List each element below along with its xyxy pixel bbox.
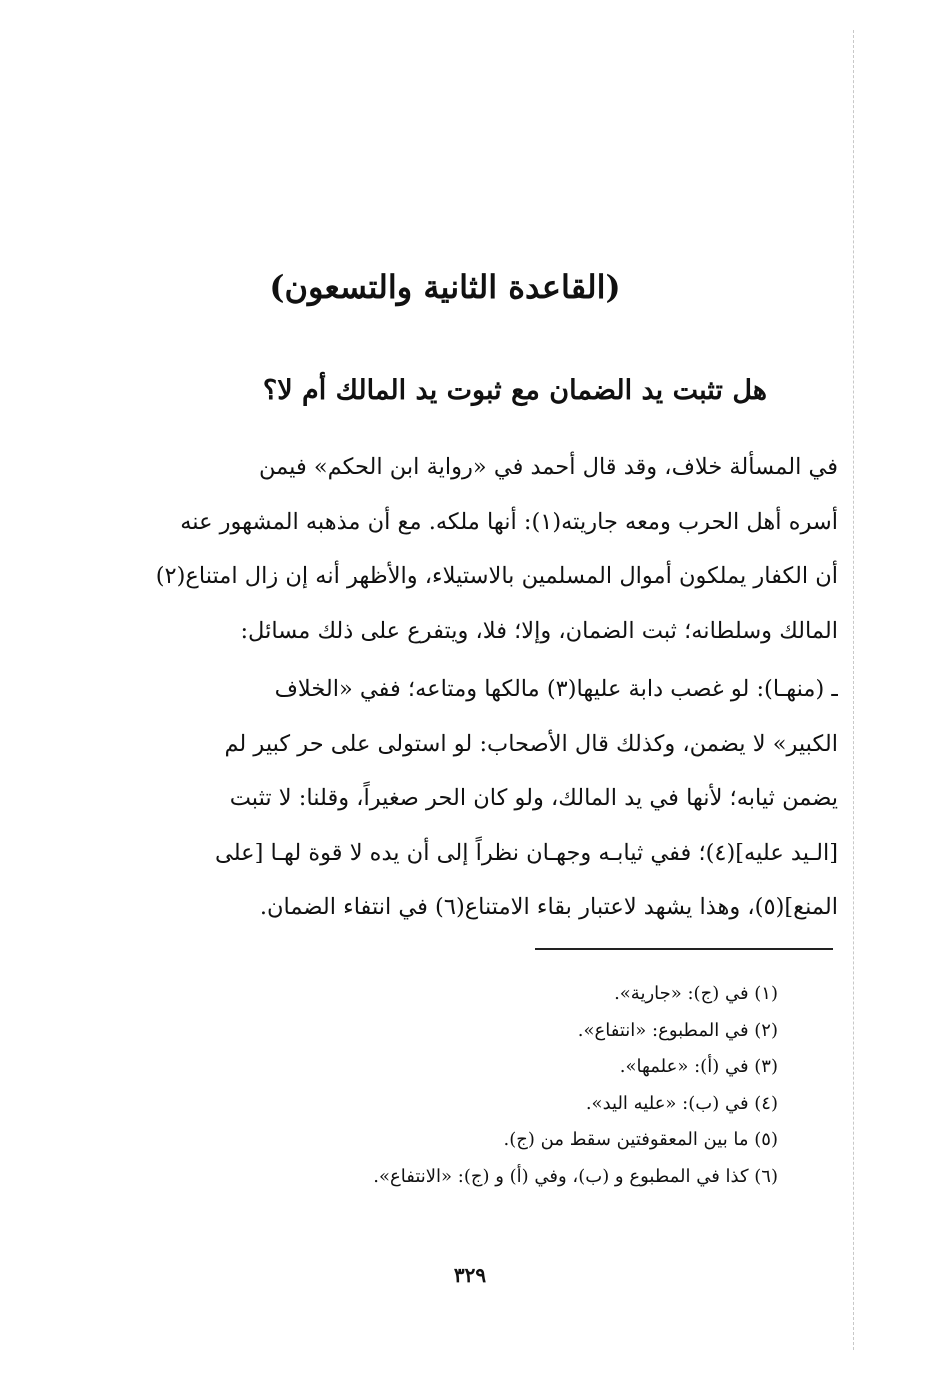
footnote: (٢) في المطبوع: «انتفاع». xyxy=(577,1019,778,1041)
footnote: (٦) كذا في المطبوع و (ب)، وفي (أ) و (ج): «الانتفاع». xyxy=(373,1165,778,1187)
text-line: يضمن ثيابه؛ لأنها في يد المالك، ولو كان الحر صغيراً، وقلنا: لا تثبت xyxy=(229,785,838,811)
scan-edge-line xyxy=(853,30,854,1350)
paragraph-intro xyxy=(100,440,838,658)
footnote-separator xyxy=(535,948,833,950)
footnote: (٣) في (أ): «علمها». xyxy=(619,1056,778,1078)
footnote: (١) في (ج): «جارية». xyxy=(614,983,778,1004)
text-line: في المسألة خلاف، وقد قال أحمد في «رواية ابن الحكم» فيمن xyxy=(259,454,838,480)
text-line: [الـيد عليه](٤)؛ ففي ثيابـه وجهـان نظراً إلى أن يده لا قوة لهـا [على xyxy=(214,839,838,866)
footnote: (٤) في (ب): «عليه اليد». xyxy=(585,1092,778,1114)
question-heading: هل تثبت يد الضمان مع ثبوت يد المالك أم لا؟ xyxy=(262,375,767,406)
text-line: ـ (منهـا): لو غصب دابة عليها(٣) مالكها ومتاعه؛ ففي «الخلاف xyxy=(274,676,838,702)
footnotes xyxy=(240,976,778,1196)
text-line: أن الكفار يملكون أموال المسلمين بالاستيلاء، والأظهر أنه إن زال امتناع(٢) xyxy=(155,563,838,589)
paragraph-first-issue xyxy=(100,662,838,935)
text-line: أسره أهل الحرب ومعه جاريته(١): أنها ملكه. مع أن مذهبه المشهور عنه xyxy=(180,508,838,535)
text-line: المنع](٥)، وهذا يشهد لاعتبار بقاء الامتناع(٦) في انتفاء الضمان. xyxy=(259,894,838,920)
text-line: المالك وسلطانه؛ ثبت الضمان، وإلا؛ فلا، ويتفرع على ذلك مسائل: xyxy=(240,617,838,644)
footnote: (٥) ما بين المعقوفتين سقط من (ج). xyxy=(503,1129,778,1151)
text-line: الكبير» لا يضمن، وكذلك قال الأصحاب: لو استولى على حر كبير لم xyxy=(224,730,838,757)
page-number: ٣٢٩ xyxy=(453,1263,487,1287)
rule-heading: (القاعدة الثانية والتسعون) xyxy=(269,268,621,306)
